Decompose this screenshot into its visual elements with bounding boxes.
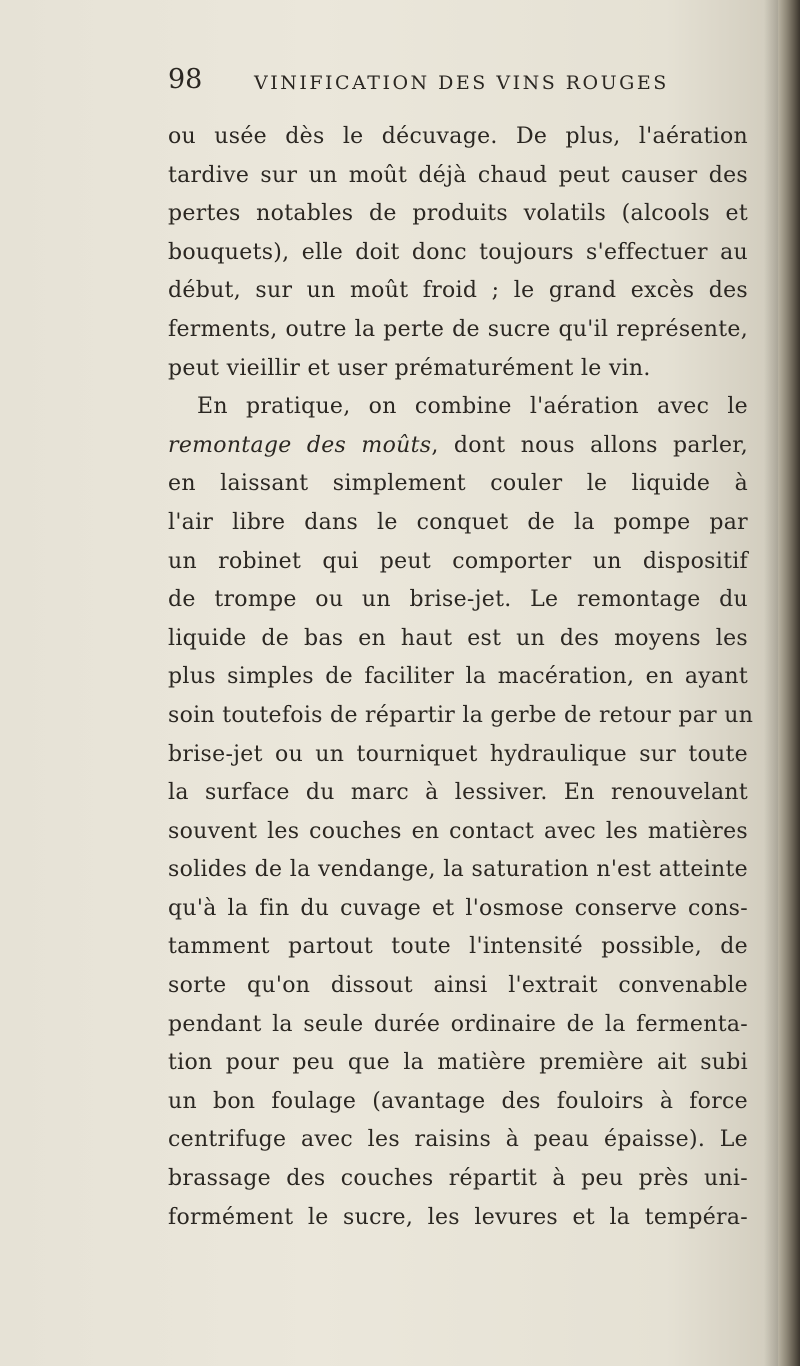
- page-header: [168, 64, 728, 104]
- text-line: remontage des moûts, dont nous allons parler,: [168, 432, 748, 458]
- text-line: un bon foulage (avantage des fouloirs à force: [168, 1088, 748, 1114]
- page-number: 98: [168, 64, 203, 95]
- text-line: de trompe ou un brise-jet. Le remontage du: [168, 587, 748, 613]
- text-line: en laissant simplement couler le liquide à: [168, 471, 748, 497]
- text-line: peut vieillir et user prématurément le vin.: [168, 355, 651, 381]
- text-line: tamment partout toute l'intensité possible, de: [168, 934, 748, 960]
- text-line: pendant la seule durée ordinaire de la fermenta-: [168, 1011, 748, 1037]
- text-line: bouquets), elle doit donc toujours s'effectuer au: [168, 239, 748, 265]
- text-line: solides de la vendange, la saturation n'est atteinte: [168, 857, 748, 883]
- text-line: centrifuge avec les raisins à peau épaisse). Le: [168, 1127, 748, 1153]
- text-line: pertes notables de produits volatils (alcools et: [168, 201, 748, 227]
- text-line: En pratique, on combine l'aération avec le: [197, 394, 748, 420]
- binding-shadow: [764, 0, 778, 1366]
- text-line: soin toutefois de répartir la gerbe de retour par un: [168, 702, 754, 728]
- text-line: tion pour peu que la matière première ait subi: [168, 1050, 748, 1076]
- text-line: l'air libre dans le conquet de la pompe par: [168, 509, 748, 535]
- text-line: tardive sur un moût déjà chaud peut causer des: [168, 162, 748, 188]
- italic-term: remontage des moûts: [168, 432, 432, 458]
- text-line: brise-jet ou un tourniquet hydraulique sur toute: [168, 741, 748, 767]
- text-line: la surface du marc à lessiver. En renouvelant: [168, 780, 748, 806]
- text-line: ferments, outre la perte de sucre qu'il représente,: [168, 316, 748, 342]
- text-line: brassage des couches répartit à peu près uni-: [168, 1166, 748, 1192]
- text-line: qu'à la fin du cuvage et l'osmose conserve cons-: [168, 895, 748, 921]
- text-line: souvent les couches en contact avec les matières: [168, 818, 748, 844]
- running-head: VINIFICATION DES VINS ROUGES: [254, 72, 669, 94]
- text-line: sorte qu'on dissout ainsi l'extrait convenable: [168, 973, 748, 999]
- text-line: plus simples de faciliter la macération, en ayant: [168, 664, 748, 690]
- book-spine: [778, 0, 800, 1366]
- text-line: un robinet qui peut comporter un dispositif: [168, 548, 748, 574]
- body-text: [168, 118, 754, 1237]
- text-line: ou usée dès le décuvage. De plus, l'aération: [168, 124, 748, 149]
- text-line: début, sur un moût froid ; le grand excès des: [168, 278, 748, 304]
- text-line: liquide de bas en haut est un des moyens les: [168, 625, 748, 651]
- text-line: formément le sucre, les levures et la tempéra-: [168, 1204, 748, 1230]
